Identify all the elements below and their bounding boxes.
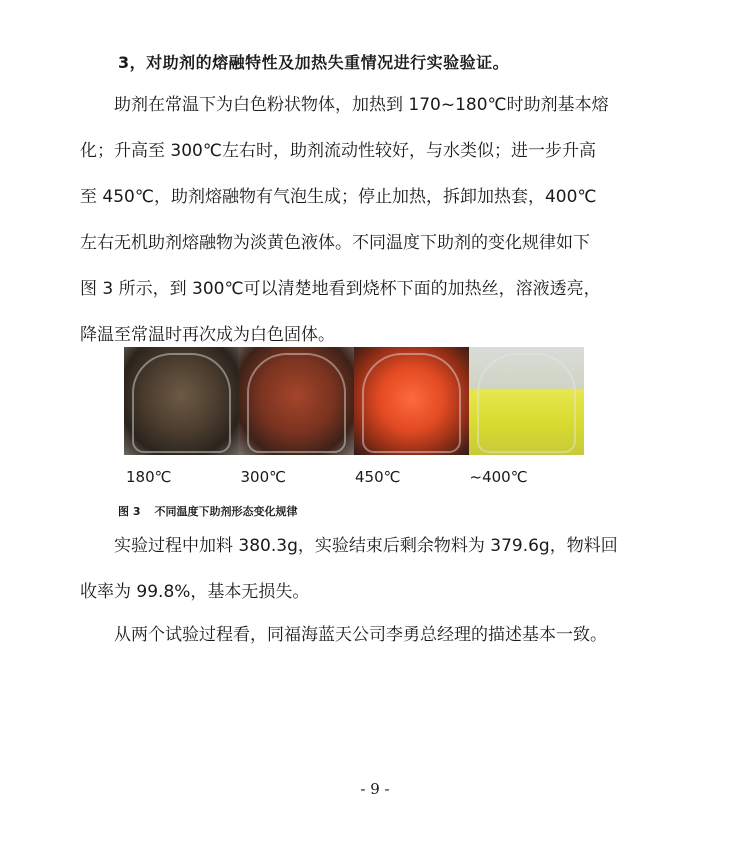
photo-300c [239,347,354,455]
photo-label: 450℃ [355,468,401,486]
paragraph-conclusion [80,612,680,658]
text-line: 化；升高至 300℃左右时，助剂流动性较好，与水类似；进一步升高 [80,141,596,161]
figure-photo-strip [124,347,584,455]
figure-caption [118,503,297,519]
text-line: 至 450℃，助剂熔融物有气泡生成；停止加热，拆卸加热套，400℃ [80,187,597,207]
photo-labels [124,468,584,486]
photo-400c [469,347,584,455]
text-line: 助剂在常温下为白色粉状物体，加热到 170~180℃时助剂基本熔 [80,95,609,115]
text-line: 左右无机助剂熔融物为淡黄色液体。不同温度下助剂的变化规律如下 [80,233,590,253]
paragraph-melting-behavior [80,82,680,358]
paragraph-material-recovery [80,523,680,615]
text-line: 从两个试验过程看，同福海蓝天公司李勇总经理的描述基本一致。 [80,625,607,645]
text-line: 图 3 所示，到 300℃可以清楚地看到烧杯下面的加热丝，溶液透亮， [80,279,601,299]
text-line: 实验过程中加料 380.3g，实验结束后剩余物料为 379.6g，物料回 [80,536,618,556]
figure-number: 图 3 [118,505,141,518]
photo-450c [354,347,469,455]
photo-label: 180℃ [126,468,172,486]
photo-label: 300℃ [240,468,286,486]
text-line: 降温至常温时再次成为白色固体。 [80,325,335,345]
photo-label: ~400℃ [469,468,528,486]
page-number: - 9 - [360,780,390,798]
photo-180c [124,347,239,455]
section-heading: 3，对助剂的熔融特性及加热失重情况进行实验验证。 [118,53,510,72]
text-line: 收率为 99.8%，基本无损失。 [80,582,310,602]
figure-caption-text: 不同温度下助剂形态变化规律 [154,505,298,518]
